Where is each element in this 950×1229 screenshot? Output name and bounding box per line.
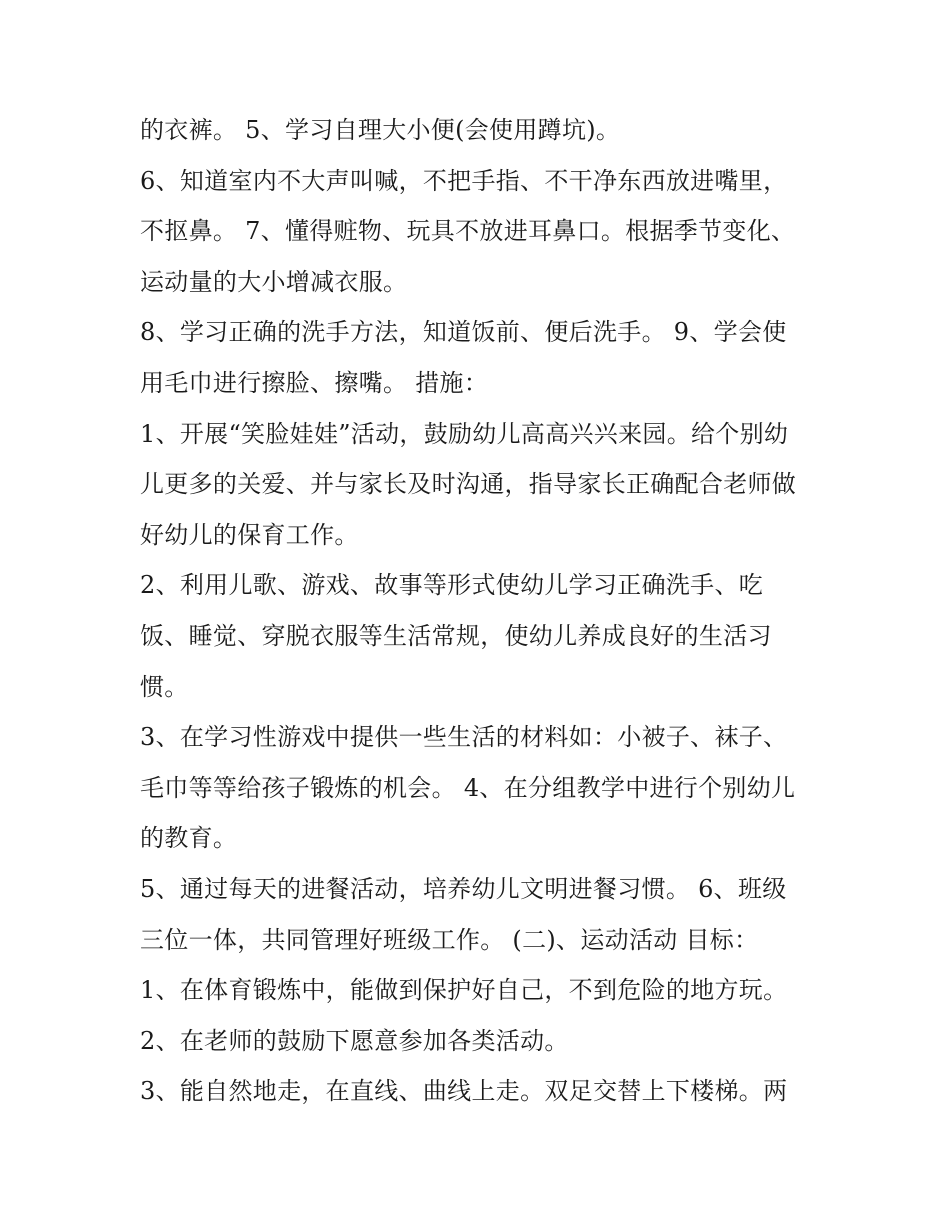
text-line: 三位一体，共同管理好班级工作。 (二)、运动活动 目标： xyxy=(140,925,759,954)
text-line: 运动量的大小增减衣服。 xyxy=(140,267,408,296)
text-line: 6、知道室内不大声叫喊，不把手指、不干净东西放进嘴里， xyxy=(140,166,788,195)
text-line: 3、能自然地走，在直线、曲线上走。双足交替上下楼梯。两 xyxy=(140,1077,788,1106)
text-line: 不抠鼻。 7、懂得赃物、玩具不放进耳鼻口。根据季节变化、 xyxy=(140,217,796,246)
text-line: 的教育。 xyxy=(140,824,238,853)
text-line: 3、在学习性游戏中提供一些生活的材料如：小被子、袜子、 xyxy=(140,723,788,752)
text-line: 儿更多的关爱、并与家长及时沟通，指导家长正确配合老师做 xyxy=(140,470,797,499)
text-line: 的衣裤。 5、学习自理大小便(会使用蹲坑)。 xyxy=(140,116,621,144)
text-line: 1、开展“笑脸娃娃”活动，鼓励幼儿高高兴兴来园。给个别幼 xyxy=(140,419,789,448)
text-line: 毛巾等等给孩子锻炼的机会。 4、在分组教学中进行个别幼儿 xyxy=(140,773,796,802)
document-body xyxy=(140,105,820,1117)
text-line: 2、利用儿歌、游戏、故事等形式使幼儿学习正确洗手、吃 xyxy=(140,571,764,600)
text-line: 5、通过每天的进餐活动，培养幼儿文明进餐习惯。 6、班级 xyxy=(140,874,787,903)
text-line: 用毛巾进行擦脸、擦嘴。 措施： xyxy=(140,368,489,397)
text-line: 1、在体育锻炼中，能做到保护好自己，不到危险的地方玩。 xyxy=(140,976,788,1005)
text-line: 8、学习正确的洗手方法，知道饭前、便后洗手。 9、学会使 xyxy=(140,318,787,347)
text-line: 2、在老师的鼓励下愿意参加各类活动。 xyxy=(140,1026,569,1055)
text-line: 好幼儿的保育工作。 xyxy=(140,520,359,549)
text-line: 饭、睡觉、穿脱衣服等生活常规，使幼儿养成良好的生活习 xyxy=(140,621,772,650)
text-line: 惯。 xyxy=(140,672,189,701)
